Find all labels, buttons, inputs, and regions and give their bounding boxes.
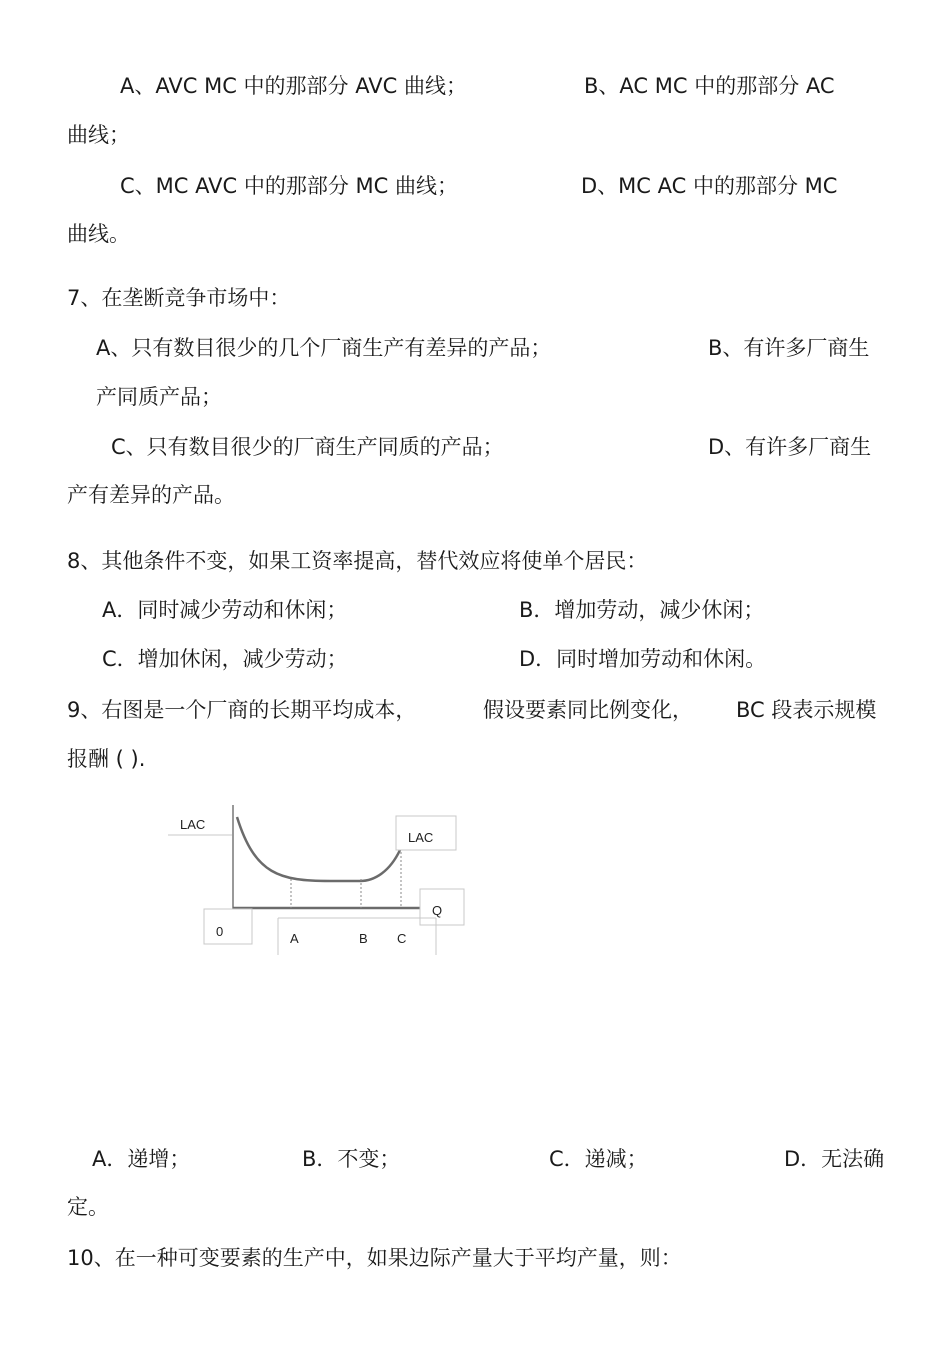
q7-option-c: C、只有数目很少的厂商生产同质的产品； (111, 435, 504, 459)
point-b-label: B (359, 931, 368, 946)
q7-option-b-continued: 产同质产品； (96, 385, 222, 409)
q8-option-b: B．增加劳动，减少休闲； (519, 598, 765, 622)
q8-option-a: A．同时减少劳动和休闲； (102, 598, 348, 622)
point-a-label: A (290, 931, 299, 946)
y-axis-label: LAC (180, 817, 206, 832)
origin-box (204, 909, 252, 944)
q7-option-d-continued: 产有差异的产品。 (67, 483, 235, 507)
q8-option-c: C．增加休闲，减少劳动； (102, 647, 348, 671)
lac-diagram (160, 795, 480, 965)
x-axis-label: Q (432, 903, 443, 918)
q7-stem: 7、在垄断竞争市场中： (67, 286, 291, 310)
curve-label: LAC (408, 830, 434, 845)
lac-diagram-svg (160, 795, 480, 965)
point-c-label: C (397, 931, 407, 946)
q9-option-c: C．递减； (549, 1147, 648, 1171)
q9-stem-part3: BC 段表示规模 (736, 698, 877, 722)
q6-option-b-continued: 曲线； (67, 123, 130, 147)
q7-option-d: D、有许多厂商生 (708, 435, 872, 459)
q9-option-a: A．递增； (92, 1147, 191, 1171)
q9-stem-part2: 假设要素同比例变化， (483, 698, 693, 722)
q6-option-a: A、AVC MC 中的那部分 AVC 曲线； (120, 74, 467, 98)
q6-option-d-continued: 曲线。 (67, 222, 130, 246)
q7-option-b: B、有许多厂商生 (708, 336, 870, 360)
q9-option-b: B．不变； (302, 1147, 401, 1171)
lac-curve (237, 817, 400, 881)
q10-stem: 10、在一种可变要素的生产中，如果边际产量大于平均产量，则： (67, 1246, 682, 1270)
q6-option-c: C、MC AVC 中的那部分 MC 曲线； (120, 174, 458, 198)
q8-stem: 8、其他条件不变，如果工资率提高，替代效应将使单个居民： (67, 549, 648, 573)
origin-label: 0 (216, 924, 224, 939)
q9-stem-continued: 报酬 ( ). (67, 747, 146, 771)
q9-option-d: D．无法确 (784, 1147, 885, 1171)
q6-option-b: B、AC MC 中的那部分 AC (584, 74, 835, 98)
q9-option-d-continued: 定。 (67, 1195, 109, 1219)
q6-option-d: D、MC AC 中的那部分 MC (581, 174, 838, 198)
q8-option-d: D．同时增加劳动和休闲。 (519, 647, 767, 671)
q9-stem-part1: 9、右图是一个厂商的长期平均成本， (67, 698, 417, 722)
q7-option-a: A、只有数目很少的几个厂商生产有差异的产品； (96, 336, 552, 360)
